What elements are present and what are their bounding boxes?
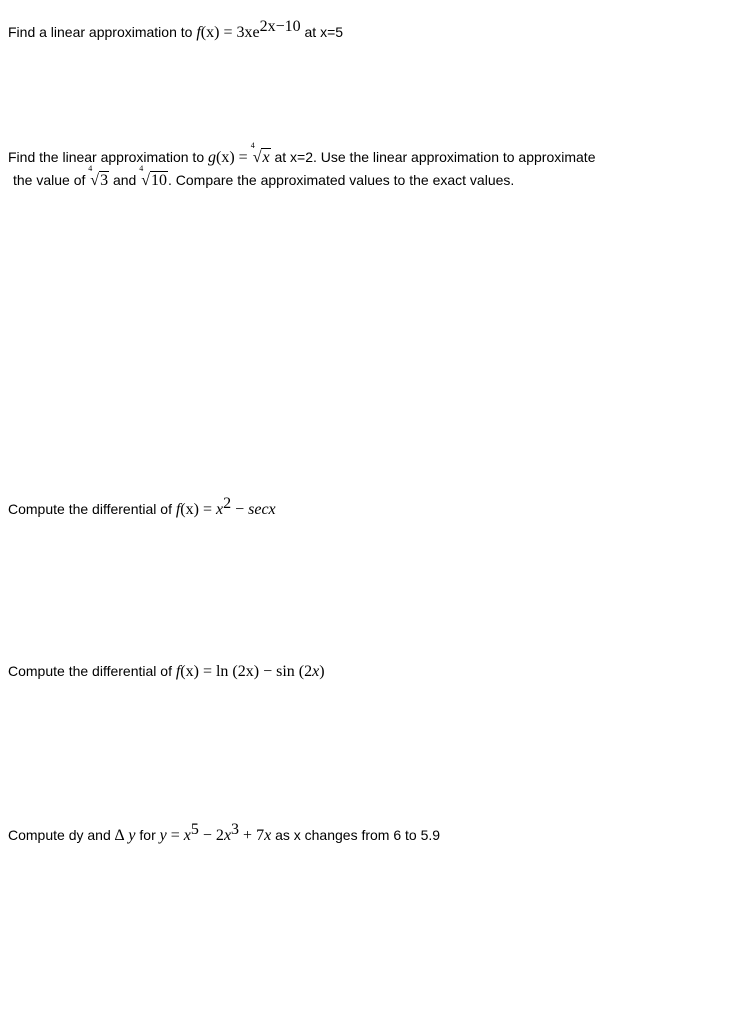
problem-5-y-var: y bbox=[159, 827, 167, 844]
problem-1-equals: = bbox=[219, 24, 237, 41]
problem-2-text: Find the linear approximation to bbox=[8, 149, 208, 165]
fourth-root-10 bbox=[139, 164, 168, 192]
problem-3-term-b: secx bbox=[248, 501, 276, 518]
problem-2-equals: = bbox=[234, 149, 252, 166]
problem-5-term-2: x bbox=[223, 827, 232, 844]
delta-icon: ∆ bbox=[114, 827, 125, 844]
problem-3-minus: − bbox=[231, 501, 249, 518]
problem-4-func-name: f bbox=[175, 663, 181, 680]
problem-3-term-a: x bbox=[215, 501, 224, 518]
problem-1 bbox=[8, 18, 344, 44]
problem-2-line2-after: . Compare the approximated values to the exact values. bbox=[167, 172, 515, 188]
problem-2-line-2 bbox=[8, 164, 595, 192]
problem-3-func-arg: (x) bbox=[180, 501, 199, 518]
root-index: 4 bbox=[250, 141, 255, 150]
root-radicand: 10 bbox=[150, 172, 167, 189]
problem-4-expression-var: x bbox=[312, 663, 320, 680]
root-index: 4 bbox=[139, 164, 144, 173]
problem-5-term-1-exponent: 5 bbox=[190, 821, 199, 838]
problem-3-func-name: f bbox=[175, 501, 181, 518]
problem-1-func-arg: (x) bbox=[200, 24, 220, 41]
radical-sign-icon: √ bbox=[252, 149, 262, 166]
problem-2-func-name: g bbox=[208, 149, 216, 166]
problem-3-equals: = bbox=[198, 501, 216, 518]
problem-5 bbox=[8, 821, 441, 847]
problem-2-line2-mid: and bbox=[109, 172, 141, 188]
problem-4-func-arg: (x) bbox=[180, 663, 199, 680]
radical-sign-icon: √ bbox=[141, 172, 150, 189]
problem-5-term-3-op: + 7 bbox=[239, 827, 265, 844]
problem-5-term-2-exponent: 3 bbox=[231, 821, 240, 838]
problem-5-term-1: x bbox=[183, 827, 191, 844]
problem-5-text-mid: for bbox=[135, 827, 160, 843]
problem-1-text-after: at x=5 bbox=[300, 24, 344, 40]
problem-2-text-after: at x=2. Use the linear approximation to approximate bbox=[270, 149, 596, 165]
problem-4-text: Compute the differential of bbox=[8, 663, 176, 679]
problem-4-equals: = bbox=[198, 663, 216, 680]
problem-5-equals: = bbox=[166, 827, 184, 844]
problem-5-text: Compute dy and bbox=[8, 827, 115, 843]
problem-3-text: Compute the differential of bbox=[8, 501, 176, 517]
problem-1-func-name: f bbox=[196, 24, 201, 41]
problem-2-func-arg: (x) bbox=[216, 149, 235, 166]
problem-3 bbox=[8, 495, 276, 521]
fourth-root-3 bbox=[88, 164, 109, 192]
fourth-root-x bbox=[250, 141, 271, 169]
problem-5-delta-var: y bbox=[124, 827, 136, 844]
root-index: 4 bbox=[88, 164, 93, 173]
problem-2-line2-before: the value of bbox=[13, 172, 90, 188]
problem-1-expr-exponent: 2x−10 bbox=[259, 18, 301, 35]
problem-4-expression: ln (2x) − sin (2 bbox=[215, 663, 313, 680]
problem-5-text-after: as x changes from 6 to 5.9 bbox=[271, 827, 441, 843]
root-radicand: x bbox=[262, 149, 270, 166]
problem-1-expr-base: 3xe bbox=[236, 24, 260, 41]
problem-1-text: Find a linear approximation to bbox=[8, 24, 197, 40]
problem-4 bbox=[8, 660, 325, 683]
problem-4-expression-close: ) bbox=[319, 663, 325, 680]
problem-2 bbox=[8, 141, 596, 192]
problem-3-term-a-exponent: 2 bbox=[223, 495, 232, 512]
radical-sign-icon: √ bbox=[90, 172, 100, 189]
problem-5-term-3: x bbox=[264, 827, 272, 844]
root-radicand: 3 bbox=[100, 172, 109, 189]
problem-5-term-2-op: − 2 bbox=[198, 827, 224, 844]
